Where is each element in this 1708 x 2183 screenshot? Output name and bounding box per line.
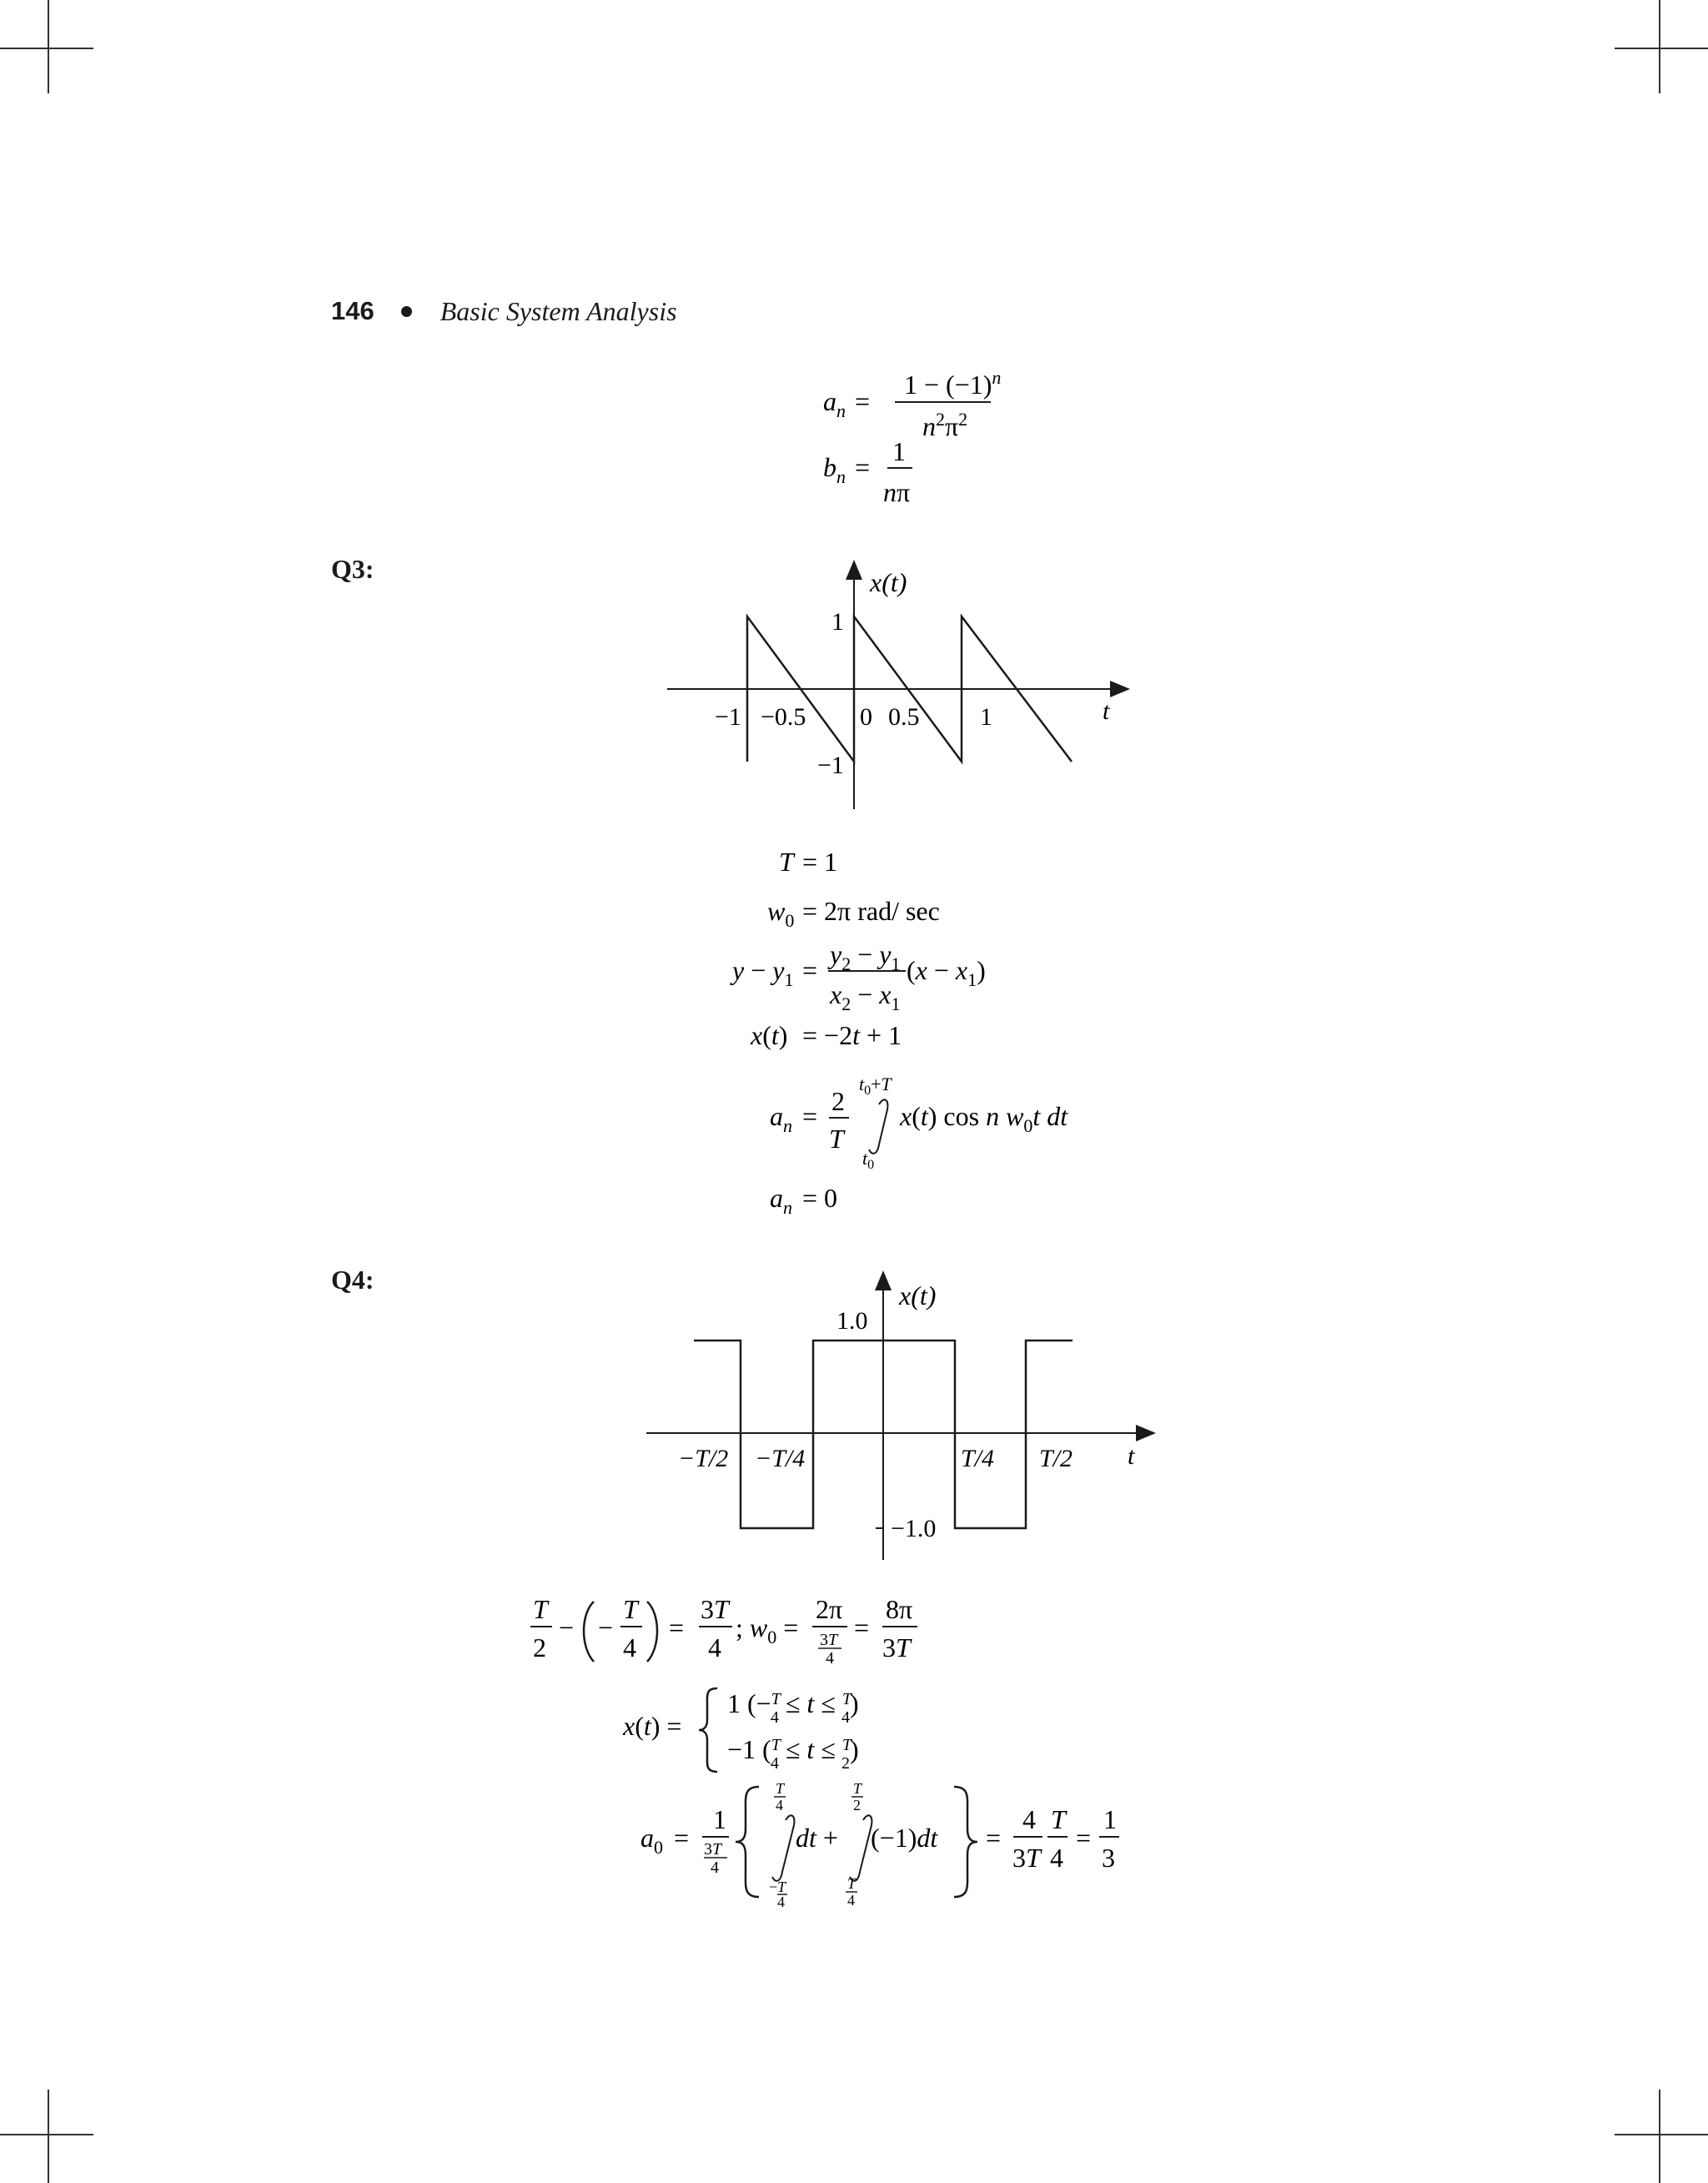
q4-square-wave-plot	[642, 1268, 1159, 1568]
svg-text:T: T	[623, 1594, 638, 1624]
svg-text:1: 1	[1103, 1804, 1117, 1834]
svg-text:x(t): x(t)	[751, 1020, 788, 1050]
tick-label: 1	[831, 608, 844, 636]
svg-text:x2 − x1: $x_2 - x_1$	[830, 979, 901, 1014]
svg-text:4: 4	[1022, 1804, 1036, 1834]
svg-text:y − y1: $y - y_1$	[732, 955, 794, 990]
tick-label: −0.5	[761, 703, 806, 731]
svg-text:=: =	[669, 1612, 685, 1642]
svg-text:2π: 2π	[816, 1594, 843, 1624]
q4-equations	[525, 1593, 1126, 1910]
svg-text:= 2π rad/ sec: = 2π rad/ sec	[802, 896, 940, 926]
svg-text:1 (−T4 ≤ t ≤ T4): 1 (−$^T$ 4 ≤ t ≤ $^T$ 4)	[727, 1688, 859, 1727]
tick-label: T/2	[1039, 1445, 1073, 1472]
tick-label: −T/2	[678, 1445, 729, 1472]
svg-text:x(t) =: x(t) =	[623, 1711, 682, 1741]
svg-text:4: 4	[776, 1797, 783, 1813]
svg-text:=: =	[802, 1101, 818, 1131]
q3-sawtooth-plot	[659, 555, 1126, 830]
svg-text:4: 4	[708, 1632, 721, 1662]
tick-label: 1	[980, 703, 992, 731]
x-axis-label: t	[1128, 1442, 1135, 1470]
svg-text:= −2t + 1: = −2t + 1	[802, 1020, 902, 1050]
svg-text:nπ: nπ	[883, 477, 911, 507]
q3-equations	[726, 834, 1076, 1226]
tick-label: 0	[860, 703, 872, 731]
tick-label: −T/4	[755, 1445, 806, 1472]
tick-label: T/4	[961, 1445, 995, 1472]
svg-text:1 − (−1)n: $1 - (-1)^n$	[904, 367, 1002, 400]
tick-label: −1.0	[891, 1515, 937, 1542]
svg-text:= 1: = 1	[802, 847, 838, 877]
svg-text:4: 4	[826, 1649, 834, 1667]
page-number: 146	[331, 296, 374, 325]
svg-text:4: 4	[623, 1632, 636, 1662]
y-axis-label: x(t)	[870, 567, 907, 597]
svg-text:x(t) cos n w0t dt: x(t) cos n $w_0t$ dt	[900, 1101, 1068, 1136]
top-equations	[801, 359, 1017, 509]
svg-text:n2π2: $n^2\pi^2$	[922, 409, 968, 441]
crop-mark	[1659, 0, 1660, 93]
svg-text:=: =	[674, 1823, 690, 1853]
svg-text:y2 − y1: $y_2 - y_1$	[830, 939, 901, 974]
tick-label: 1.0	[836, 1307, 868, 1335]
svg-text:=: =	[802, 955, 818, 985]
crop-mark	[0, 2134, 93, 2135]
crop-mark	[1615, 2134, 1708, 2135]
svg-text:3T: 3T	[704, 1840, 722, 1859]
svg-text:=: =	[1076, 1823, 1092, 1853]
svg-text:t0+T: $t_0+T$	[859, 1074, 892, 1098]
svg-text:t0: $t_0$	[862, 1148, 875, 1172]
svg-text:bn: $b_n$	[823, 452, 846, 487]
svg-text:T: T	[779, 847, 794, 877]
svg-text:=: =	[986, 1823, 1002, 1853]
svg-text:2: 2	[533, 1632, 546, 1662]
svg-text:=: =	[854, 1612, 870, 1642]
svg-text:8π: 8π	[886, 1594, 913, 1624]
svg-text:= 0: = 0	[802, 1183, 838, 1213]
svg-text:=: =	[855, 386, 871, 416]
svg-text:dt +: dt +	[796, 1823, 838, 1853]
svg-text:3T: 3T	[820, 1631, 838, 1649]
svg-text:an: $a_n$	[770, 1101, 792, 1136]
svg-text:=: =	[855, 452, 871, 482]
question-label-q4: Q4:	[331, 1265, 374, 1295]
tick-label: −1	[817, 752, 844, 779]
svg-text:−1 (T4 ≤ t ≤ T2): −1 ($^T$ 4 ≤ t ≤ $^T$ 2)	[727, 1734, 859, 1773]
x-axis-label: t	[1103, 697, 1110, 725]
svg-text:1: 1	[892, 436, 906, 466]
tick-label: 0.5	[888, 703, 920, 731]
svg-text:−: −	[598, 1612, 614, 1642]
svg-text:4: 4	[1050, 1843, 1063, 1873]
svg-text:4: 4	[711, 1859, 719, 1877]
svg-text:T: T	[533, 1594, 548, 1624]
bullet-separator	[401, 306, 412, 317]
crop-mark	[48, 0, 49, 93]
svg-text:a0: $a_0$	[640, 1823, 663, 1858]
svg-text:3T: 3T	[882, 1632, 911, 1662]
crop-mark	[48, 2090, 49, 2183]
svg-text:−: −	[559, 1612, 575, 1642]
svg-text:T: T	[1051, 1804, 1066, 1834]
y-axis-label: x(t)	[899, 1280, 937, 1310]
svg-text:3T: 3T	[1012, 1843, 1041, 1873]
book-title: Basic System Analysis	[440, 295, 677, 326]
crop-mark	[1659, 2090, 1660, 2183]
svg-text:T: T	[829, 1124, 844, 1154]
svg-text:an: $a_n$	[770, 1183, 792, 1218]
svg-text:1: 1	[713, 1804, 726, 1834]
question-label-q3: Q3:	[331, 554, 374, 584]
svg-text:(−1)dt: (−1)dt	[871, 1823, 938, 1853]
svg-text:3T: 3T	[701, 1594, 729, 1624]
svg-text:; w0 =: ; $w_0$ =	[736, 1612, 799, 1647]
svg-text:T: T	[776, 1780, 785, 1797]
svg-text:T: T	[853, 1780, 862, 1797]
svg-text:3: 3	[1102, 1843, 1115, 1873]
crop-mark	[1615, 48, 1708, 49]
svg-text:an: $a_n$	[823, 386, 846, 421]
running-head	[331, 290, 677, 332]
svg-text:4: 4	[777, 1894, 785, 1910]
svg-text:w0: $w_0$	[767, 896, 795, 931]
svg-text:4: 4	[847, 1892, 855, 1909]
svg-text:(x − x1): $(x - x_1)$	[907, 955, 986, 990]
svg-text:2: 2	[853, 1797, 861, 1813]
svg-text:2: 2	[831, 1086, 845, 1116]
crop-mark	[0, 48, 93, 49]
tick-label: −1	[715, 703, 741, 731]
svg-text:T: T	[847, 1875, 857, 1892]
svg-text:−T: −T	[769, 1879, 786, 1895]
